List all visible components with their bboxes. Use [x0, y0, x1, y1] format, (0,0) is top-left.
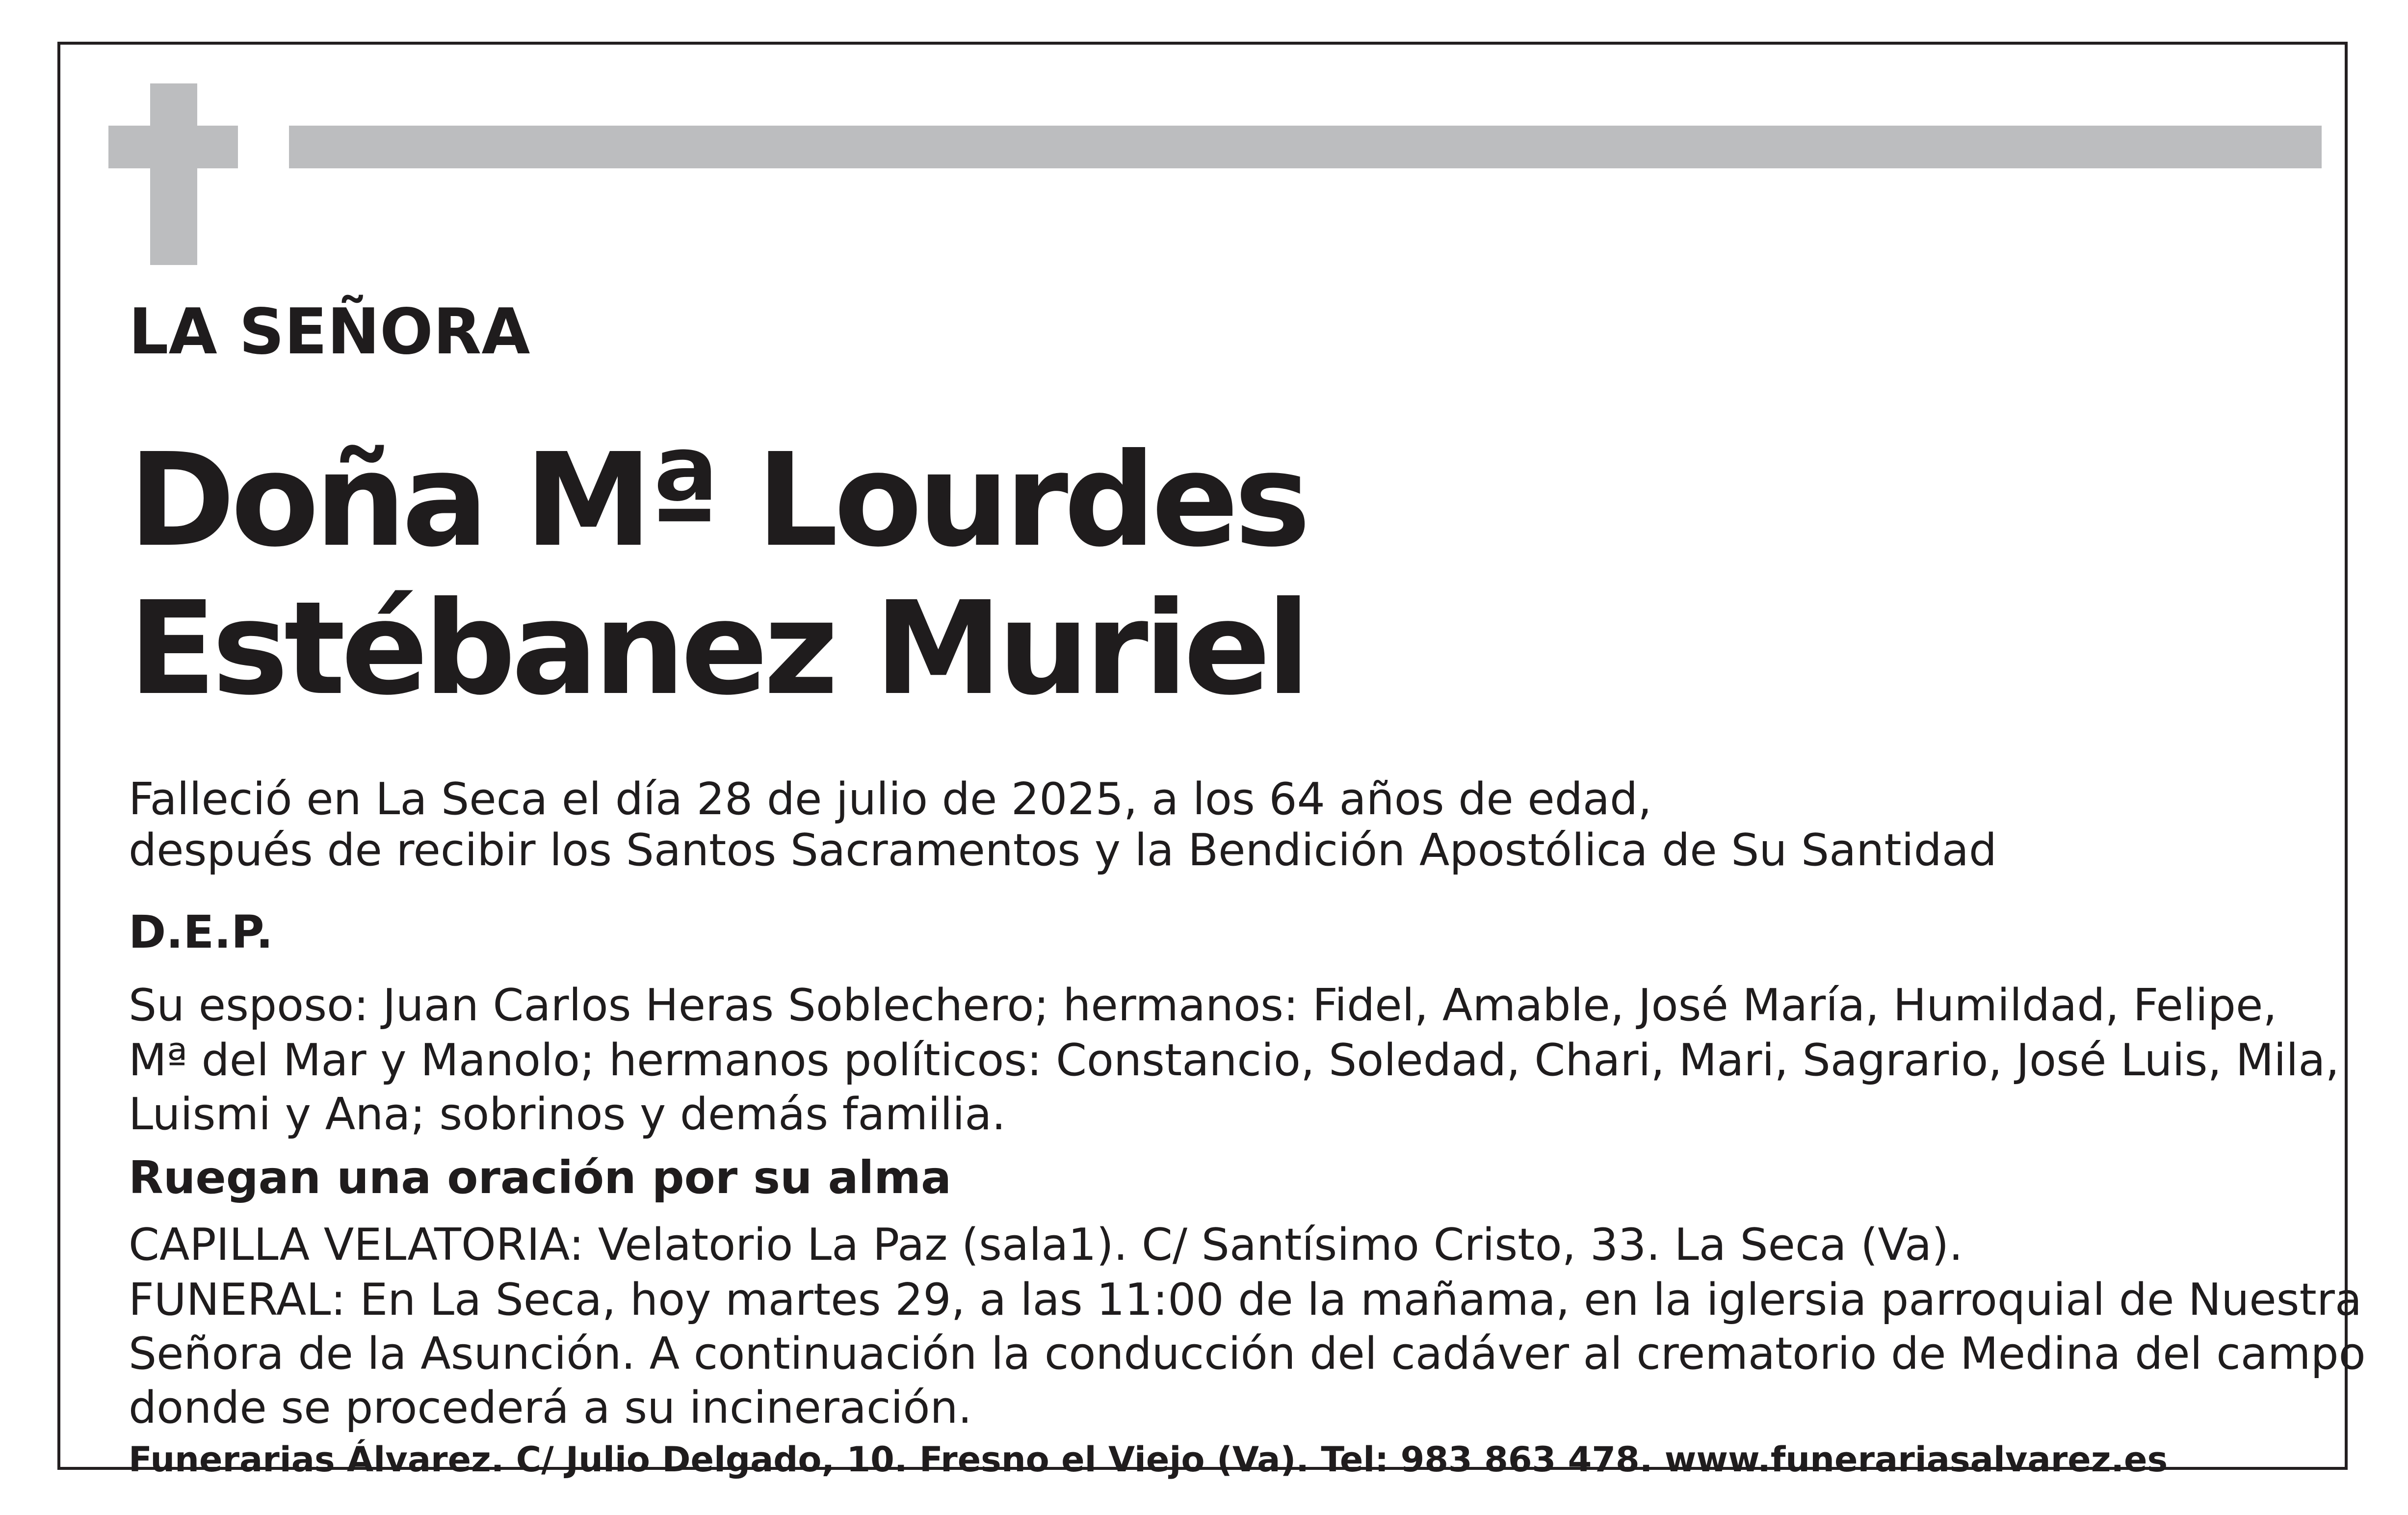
- deceased-name-line-2: Estébanez Muriel: [129, 574, 1306, 723]
- honorific-title: LA SEÑORA: [129, 295, 530, 369]
- cross-vertical-beam: [150, 83, 197, 265]
- dep-abbreviation: D.E.P.: [129, 906, 273, 958]
- family-line-2: Mª del Mar y Manolo; hermanos políticos: Constancio, Soledad, Chari, Mari, Sagrario, José Luis, Mila,: [129, 1035, 2340, 1086]
- service-line-4: donde se procederá a su incineración.: [129, 1382, 972, 1434]
- prayer-request: Ruegan una oración por su alma: [129, 1151, 952, 1204]
- header-divider-bar: [289, 126, 2322, 168]
- death-details-line-1: Falleció en La Seca el día 28 de julio de 2025, a los 64 años de edad,: [129, 773, 1652, 825]
- service-line-2: FUNERAL: En La Seca, hoy martes 29, a las 11:00 de la mañama, en la iglersia parroquial de Nuestra: [129, 1274, 2362, 1326]
- service-line-1: CAPILLA VELATORIA: Velatorio La Paz (sala1). C/ Santísimo Cristo, 33. La Seca (Va).: [129, 1219, 1963, 1271]
- funeral-home-footer: Funerarias Álvarez. C/ Julio Delgado, 10. Fresno el Viejo (Va). Tel: 983 863 478. www.funerariasalvarez.es: [129, 1439, 2168, 1480]
- cross-horizontal-beam: [108, 126, 238, 168]
- deceased-name-line-1: Doña Mª Lourdes: [129, 425, 1307, 575]
- service-line-3: Señora de la Asunción. A continuación la conducción del cadáver al crematorio de Medina del campo: [129, 1328, 2366, 1380]
- death-details-line-2: después de recibir los Santos Sacramentos y la Bendición Apostólica de Su Santidad: [129, 824, 1997, 876]
- family-line-3: Luismi y Ana; sobrinos y demás familia.: [129, 1089, 1006, 1140]
- family-line-1: Su esposo: Juan Carlos Heras Soblechero; hermanos: Fidel, Amable, José María, Humildad, Felipe,: [129, 980, 2277, 1031]
